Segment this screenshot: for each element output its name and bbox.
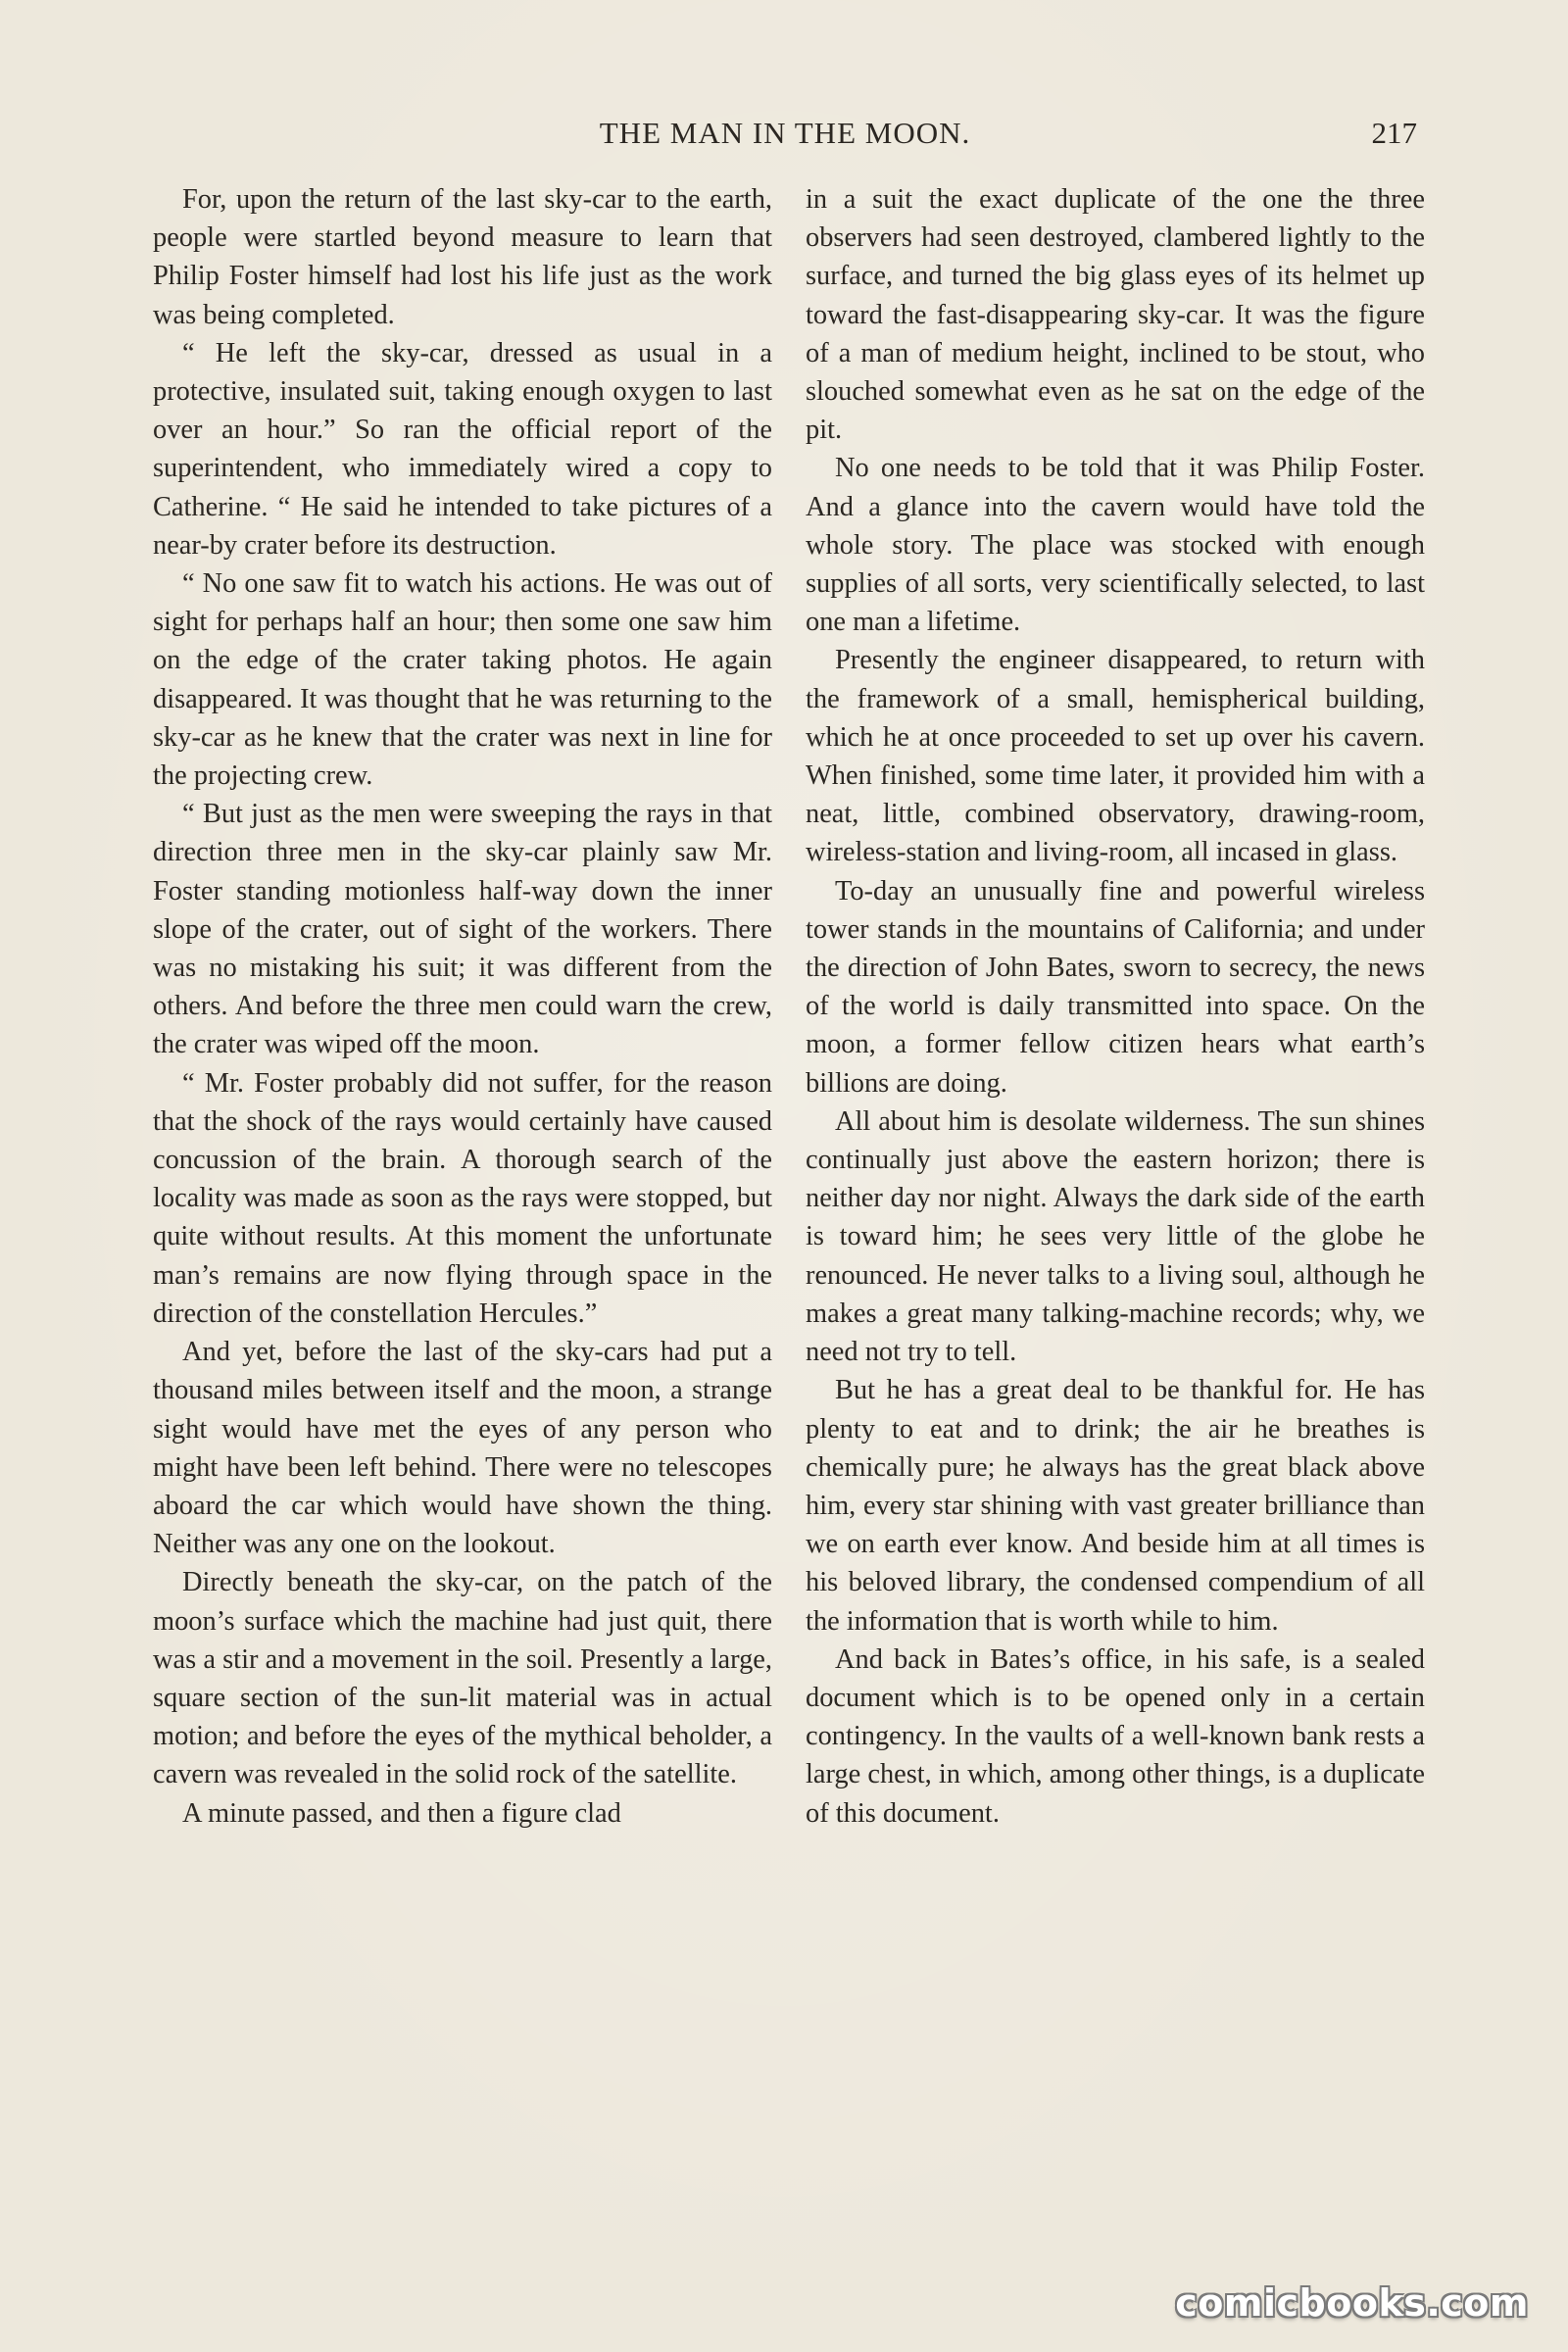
paragraph: But he has a great deal to be thankful for. He has plenty to eat and to drink; the air he breathes is chemically pure; he always has the great black above him, every star shining with vast greater brilliance than we on earth ever know. And beside him at all times is his beloved library, the condensed compendium of all the information that is worth while to him. [806,1375,1425,1637]
running-head: THE MAN IN THE MOON. [599,116,971,150]
paragraph: in a suit the exact duplicate of the one the three observers had seen destroyed, clambered lightly to the surface, and turned the big glass eyes of its helmet up toward the fast-disappearing sky-car. It was the figure of a man of medium height, inclined to be stout, who slouched somewhat even as he sat on the edge of the pit. [806,184,1425,446]
paragraph: “ Mr. Foster probably did not suffer, for the reason that the shock of the rays would certainly have caused concussion of the brain. A thorough search of the locality was made as soon as the rays were stopped, but quite without results. At this moment the unfortunate man’s remains are now flying through space in the direction of the constellation Hercules.” [153,1067,772,1329]
paragraph: And back in Bates’s office, in his safe, is a sealed document which is to be opened only in a certain contingency. In the vaults of a well-known bank rests a large chest, in which, among other things, is a duplicate of this document. [806,1643,1425,1829]
paragraph: Presently the engineer disappeared, to return with the framework of a small, hemispherical building, which he at once proceeded to set up over his cavern. When finished, some time later, it provided him with a neat, little, combined observatory, drawing-room, wireless-station and living-room, all incased in glass. [806,645,1425,868]
paragraph: No one needs to be told that it was Philip Foster. And a glance into the cavern would have told the whole story. The place was stocked with enough supplies of all sorts, very scientifically selected, to last one man a lifetime. [806,453,1425,638]
page-header [153,110,1417,157]
paragraph: And yet, before the last of the sky-cars had put a thousand miles between itself and the moon, a strange sight would have met the eyes of any person who might have been left behind. There were no telescopes aboard the car which would have shown the thing. Neither was any one on the lookout. [153,1337,772,1560]
right-column [806,180,1425,1833]
paragraph: “ He left the sky-car, dressed as usual in a protective, insulated suit, taking enough oxygen to last over an hour.” So ran the official report of the superintendent, who immediately wired a copy to Catherine. “ He said he intended to take pictures of a near-by crater before its destruction. [153,337,772,561]
paragraph: To-day an unusually fine and powerful wireless tower stands in the mountains of California; and under the direction of John Bates, sworn to secrecy, the news of the world is daily transmitted into space. On the moon, a former fellow citizen hears what earth’s billions are doing. [806,875,1425,1099]
paragraph: All about him is desolate wilderness. The sun shines continually just above the eastern horizon; there is neither day nor night. Always the dark side of the earth is toward him; he sees very little of the globe he renounced. He never talks to a living soul, although he makes a great many talking-machine records; why, we need not try to tell. [806,1105,1425,1368]
paragraph: For, upon the return of the last sky-car to the earth, people were startled beyond measure to learn that Philip Foster himself had lost his life just as the work was being completed. [153,184,772,330]
page-number: 217 [1371,116,1417,150]
paragraph: A minute passed, and then a figure clad [182,1797,621,1829]
site-watermark [1176,2270,1529,2332]
paragraph: “ No one saw fit to watch his actions. He was out of sight for perhaps half an hour; then some one saw him on the edge of the crater taking photos. He again disappeared. It was thought that he was returning to the sky-car as he knew that the crater was next in line for the projecting crew. [153,568,772,792]
paragraph: “ But just as the men were sweeping the rays in that direction three men in the sky-car plainly saw Mr. Foster standing motionless half-way down the inner slope of the crater, out of sight of the workers. There was no mistaking his suit; it was different from the others. And before the three men could warn the crew, the crater was wiped off the moon. [153,799,772,1060]
left-column [153,180,772,1833]
paragraph: Directly beneath the sky-car, on the patch of the moon’s surface which the machine had just quit, there was a stir and a movement in the soil. Presently a large, square section of the sun-lit material was in actual motion; and before the eyes of the mythical beholder, a cavern was revealed in the solid rock of the satellite. [153,1567,772,1790]
watermark-text: comicbooks.com [1175,2281,1529,2325]
